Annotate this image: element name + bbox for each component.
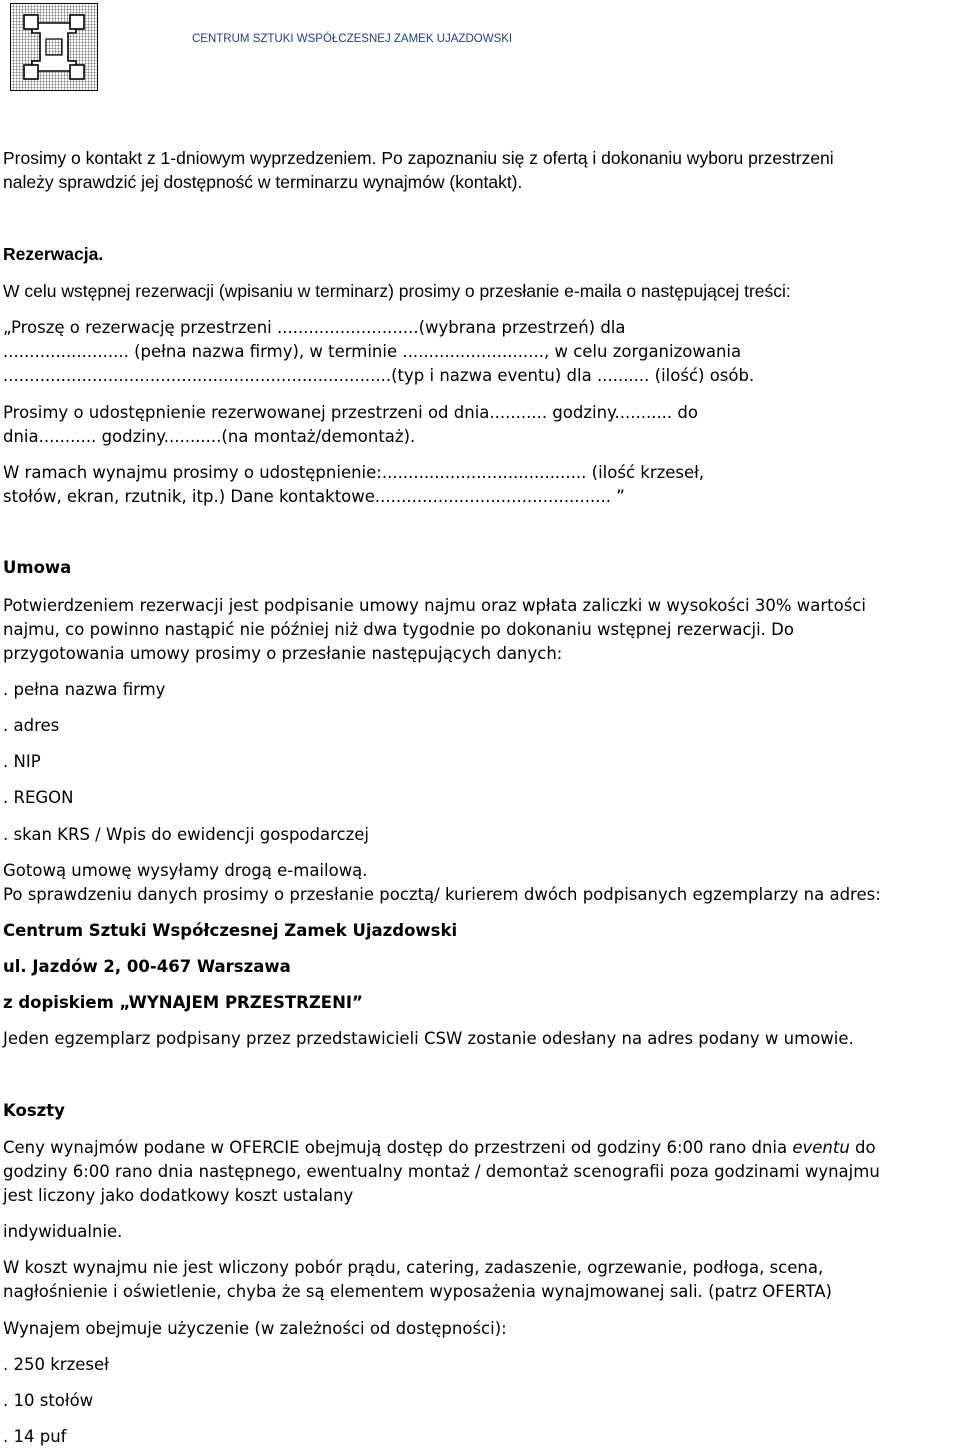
rezerwacja-line-4: ..........................................................................(typ i nazwa eventu) dla .......... (ilość) osób. (3, 366, 755, 385)
rezerwacja-heading: Rezerwacja. (3, 244, 104, 264)
koszty-line-6: nagłośnienie i oświetlenie, chyba że są elementem wyposażenia wynajmowanej sali. (patrz OFERTA) (3, 1282, 832, 1301)
rezerwacja-line-7: W ramach wynajmu prosimy o udostępnienie:....................................... (ilość krzeseł, (3, 463, 705, 482)
umowa-line-3: przygotowania umowy prosimy o przesłanie następujących danych: (3, 644, 563, 663)
rezerwacja-line-3: ........................ (pełna nazwa firmy), w terminie ..........................., w celu zorganizowania (3, 342, 742, 361)
koszty-line-1 (3, 1138, 876, 1158)
rezerwacja-line-5: Prosimy o udostępnienie rezerwowanej przestrzeni od dnia........... godziny........... do (3, 403, 698, 422)
address-line-3: z dopiskiem „WYNAJEM PRZESTRZENI” (3, 993, 363, 1012)
rezerwacja-line-1: W celu wstępnej rezerwacji (wpisaniu w terminarz) prosimy o przesłanie e-maila o następującej treści: (3, 281, 791, 301)
list-item: . REGON (3, 788, 74, 807)
list-item: . 14 puf (3, 1427, 67, 1446)
rezerwacja-line-8: stołów, ekran, rzutnik, itp.) Dane kontaktowe............................................. ” (3, 487, 625, 506)
castle-plan-grid-icon (10, 3, 98, 91)
list-item: . adres (3, 716, 60, 735)
umowa-line-2: najmu, co powinno nastąpić nie później niż dwa tygodnie po dokonaniu wstępnej rezerwacji. Do (3, 620, 794, 639)
koszty-line-1c: do (849, 1138, 876, 1157)
page-header (0, 0, 960, 100)
list-item: . skan KRS / Wpis do ewidencji gospodarczej (3, 825, 370, 844)
list-item: . 250 krzeseł (3, 1355, 109, 1374)
umowa-line-5: Po sprawdzeniu danych prosimy o przesłanie pocztą/ kurierem dwóch podpisanych egzemplarzy na adres: (3, 885, 881, 904)
rezerwacja-line-2: „Proszę o rezerwację przestrzeni ...........................(wybrana przestrzeń) dla (3, 318, 626, 337)
umowa-heading: Umowa (3, 558, 72, 577)
list-item: . pełna nazwa firmy (3, 680, 166, 699)
intro-line-2: należy sprawdzić jej dostępność w terminarzu wynajmów (kontakt). (3, 172, 523, 192)
koszty-line-3: jest liczony jako dodatkowy koszt ustalany (3, 1186, 354, 1205)
org-title: CENTRUM SZTUKI WSPÓŁCZESNEJ ZAMEK UJAZDOWSKI (192, 33, 513, 45)
umowa-line-6: Jeden egzemplarz podpisany przez przedstawicieli CSW zostanie odesłany na adres podany w umowie. (3, 1029, 854, 1048)
umowa-line-1: Potwierdzeniem rezerwacji jest podpisanie umowy najmu oraz wpłata zaliczki w wysokości 30% wartości (3, 596, 866, 615)
list-item: . 10 stołów (3, 1391, 94, 1410)
koszty-line-1b: eventu (792, 1138, 850, 1157)
koszty-line-7: Wynajem obejmuje użyczenie (w zależności od dostępności): (3, 1319, 507, 1338)
address-line-1: Centrum Sztuki Współczesnej Zamek Ujazdowski (3, 921, 458, 940)
koszty-line-2: godziny 6:00 rano dnia następnego, ewentualny montaż / demontaż scenografii poza godzinami wynajmu (3, 1162, 880, 1181)
koszty-heading: Koszty (3, 1101, 65, 1120)
address-line-2: ul. Jazdów 2, 00-467 Warszawa (3, 957, 291, 976)
intro-line-1: Prosimy o kontakt z 1-dniowym wyprzedzeniem. Po zapoznaniu się z ofertą i dokonaniu wyboru przestrzeni (3, 148, 834, 168)
koszty-line-1a: Ceny wynajmów podane w OFERCIE obejmują dostęp do przestrzeni od godziny 6:00 rano dnia (3, 1138, 793, 1157)
koszty-line-5: W koszt wynajmu nie jest wliczony pobór prądu, catering, zadaszenie, ogrzewanie, podłoga, scena, (3, 1258, 824, 1277)
koszty-line-4: indywidualnie. (3, 1222, 123, 1241)
list-item: . NIP (3, 752, 41, 771)
rezerwacja-line-6: dnia........... godziny...........(na montaż/demontaż). (3, 427, 416, 446)
umowa-line-4: Gotową umowę wysyłamy drogą e-mailową. (3, 861, 368, 880)
